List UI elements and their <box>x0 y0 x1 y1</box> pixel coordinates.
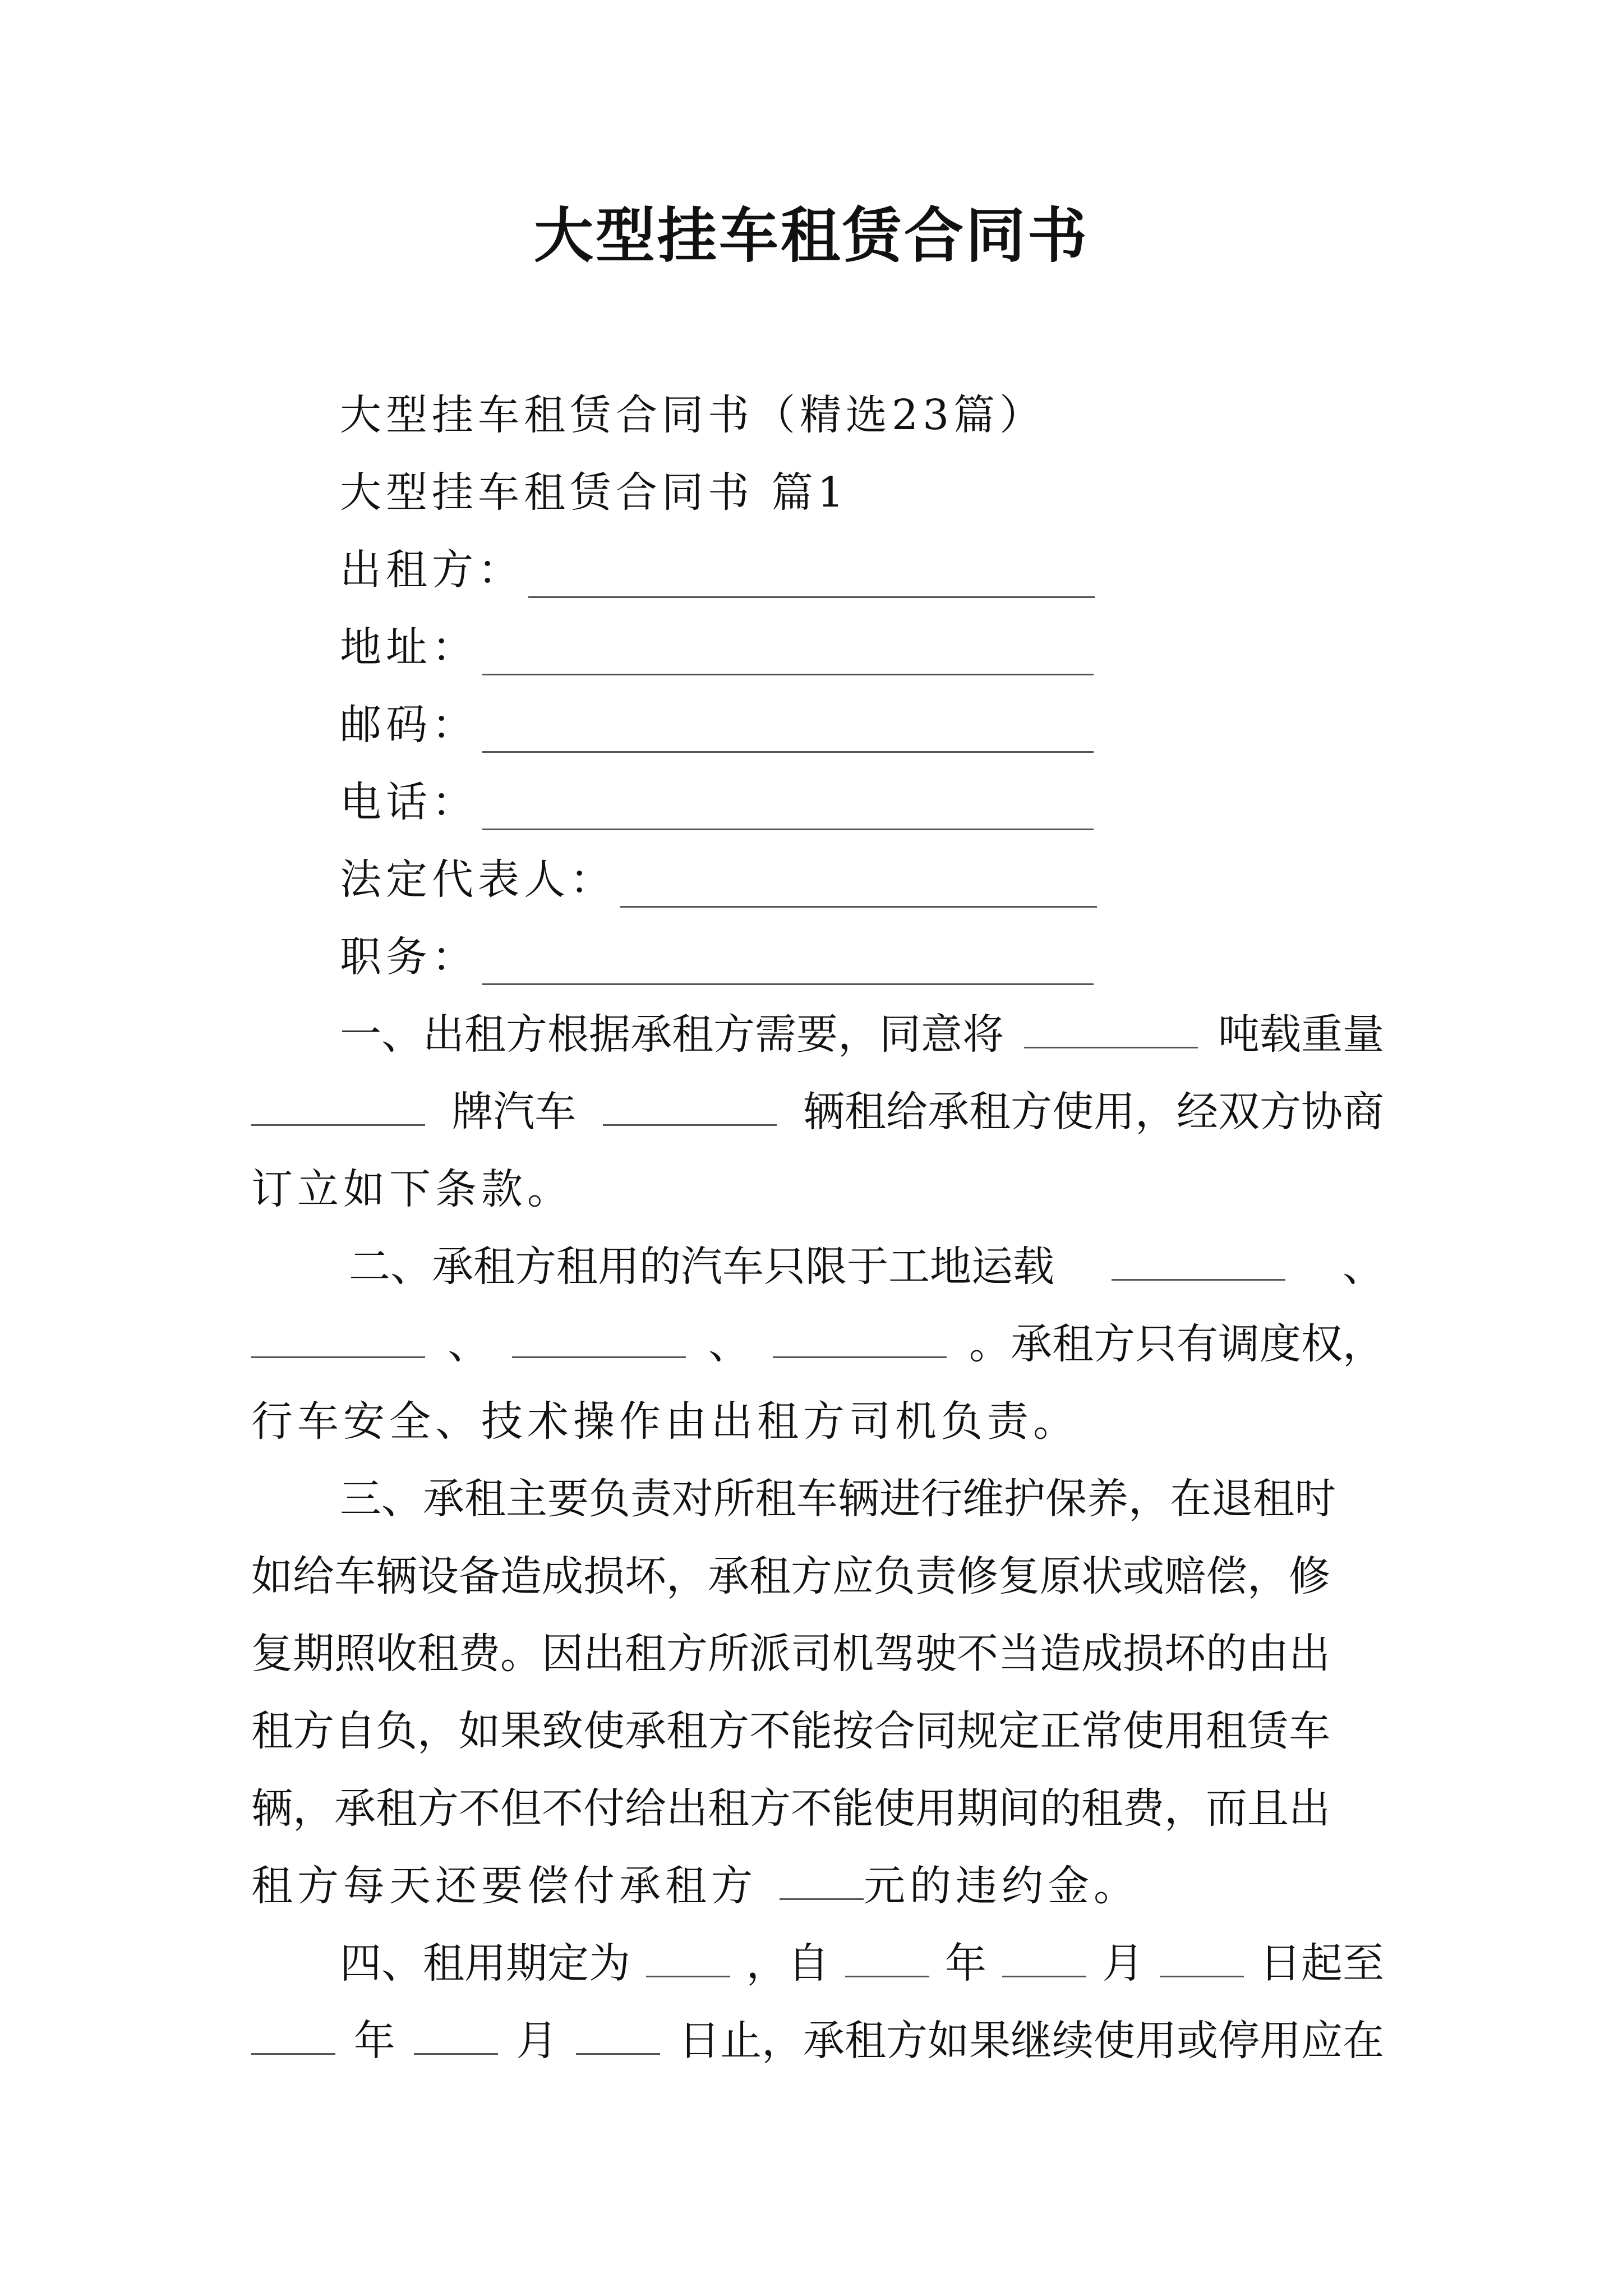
text: 日止，承租方如果继续使用或停用应在 <box>678 2017 1384 2065</box>
fill-blank[interactable] <box>603 1084 777 1126</box>
fill-blank[interactable] <box>482 633 1094 675</box>
fill-blank[interactable] <box>845 1935 929 1977</box>
field-label: 出租方： <box>340 546 524 594</box>
field-phone <box>340 774 1094 830</box>
fill-blank[interactable] <box>251 1316 425 1358</box>
clause-3-line-2 <box>251 1548 1384 1604</box>
field-label: 电话： <box>340 778 478 826</box>
text: 辆，承租方不但不付给出租方不能使用期间的租费，而且出 <box>251 1784 1330 1833</box>
fill-blank[interactable] <box>528 556 1095 598</box>
fill-blank[interactable] <box>482 943 1094 985</box>
fill-blank[interactable] <box>1112 1239 1285 1281</box>
field-address <box>340 619 1094 675</box>
text: ，自 <box>746 1939 829 1987</box>
field-label: 法定代表人： <box>340 855 616 904</box>
separator: 、 <box>708 1320 750 1368</box>
subtitle: 大型挂车租赁合同书（精选23篇） <box>340 391 1046 439</box>
text: 如给车辆设备造成损坏，承租方应负责修复原状或赔偿，修 <box>251 1552 1330 1600</box>
clause-2-line-2 <box>251 1316 1384 1372</box>
text: 一、出租方根据承租方需要，同意将 <box>340 1010 1004 1059</box>
text: 复期照收租费。因出租方所派司机驾驶不当造成损坏的由出 <box>251 1630 1330 1678</box>
page-title: 大型挂车租赁合同书 <box>534 200 1089 270</box>
field-postcode <box>340 697 1094 753</box>
field-label: 地址： <box>340 623 478 671</box>
text: 月 <box>516 2017 558 2065</box>
text: 三、承租主要负责对所租车辆进行维护保养，在退租时 <box>340 1475 1336 1523</box>
fill-blank[interactable] <box>576 2013 660 2055</box>
text: 年 <box>945 1939 986 1987</box>
clause-2-line-3 <box>251 1393 1384 1450</box>
field-position <box>340 929 1094 985</box>
separator: 、 <box>448 1320 490 1368</box>
clause-3-line-4 <box>251 1703 1384 1759</box>
text: 。承租方只有调度权， <box>969 1320 1384 1368</box>
field-label: 邮码： <box>340 701 478 749</box>
fill-blank[interactable] <box>646 1935 730 1977</box>
fill-blank[interactable] <box>1002 1935 1086 1977</box>
fill-blank[interactable] <box>1024 1006 1198 1048</box>
fill-blank[interactable] <box>251 1084 425 1126</box>
text: 吨载重量 <box>1218 1010 1384 1059</box>
text: 四、租用期定为 <box>340 1939 630 1987</box>
fill-blank[interactable] <box>482 711 1094 753</box>
section-heading: 大型挂车租赁合同书 篇1 <box>340 468 849 517</box>
fill-blank[interactable] <box>780 1858 864 1900</box>
clause-4-line-2 <box>251 2013 1384 2069</box>
clause-2-line-1 <box>349 1239 1384 1295</box>
field-label: 职务： <box>340 933 478 981</box>
clause-3-line-6 <box>251 1858 1384 1914</box>
clause-3-line-3 <box>251 1626 1384 1682</box>
fill-blank[interactable] <box>512 1316 686 1358</box>
text: 二、承租方租用的汽车只限于工地运载 <box>349 1243 1054 1291</box>
clause-3-line-5 <box>251 1780 1384 1837</box>
text: 年 <box>353 2017 395 2065</box>
text: 行车安全、技术操作由出租方司机负责。 <box>251 1397 1079 1446</box>
fill-blank[interactable] <box>620 866 1097 908</box>
clause-1-line-3 <box>251 1161 1384 1217</box>
field-lessor <box>340 542 1095 598</box>
clause-3-line-1 <box>340 1471 1384 1527</box>
clause-4-line-1 <box>340 1935 1384 1991</box>
fill-blank[interactable] <box>773 1316 947 1358</box>
text: 订立如下条款。 <box>251 1165 573 1213</box>
fill-blank[interactable] <box>1160 1935 1244 1977</box>
text: 日起至 <box>1260 1939 1384 1987</box>
fill-blank[interactable] <box>251 2013 335 2055</box>
text: 月 <box>1102 1939 1144 1987</box>
fill-blank[interactable] <box>414 2013 498 2055</box>
clause-1-line-1 <box>340 1006 1384 1062</box>
text: 辆租给承租方使用，经双方协商 <box>803 1088 1384 1136</box>
fill-blank[interactable] <box>482 788 1094 830</box>
text: 元的违约金。 <box>864 1862 1140 1910</box>
text: 租方自负，如果致使承租方不能按合同规定正常使用租赁车 <box>251 1707 1330 1755</box>
text: 租方每天还要偿付承租方 <box>251 1862 757 1910</box>
field-legal-rep <box>340 852 1097 908</box>
separator: 、 <box>1343 1243 1384 1291</box>
clause-1-line-2 <box>251 1084 1384 1140</box>
text: 牌汽车 <box>451 1088 577 1136</box>
